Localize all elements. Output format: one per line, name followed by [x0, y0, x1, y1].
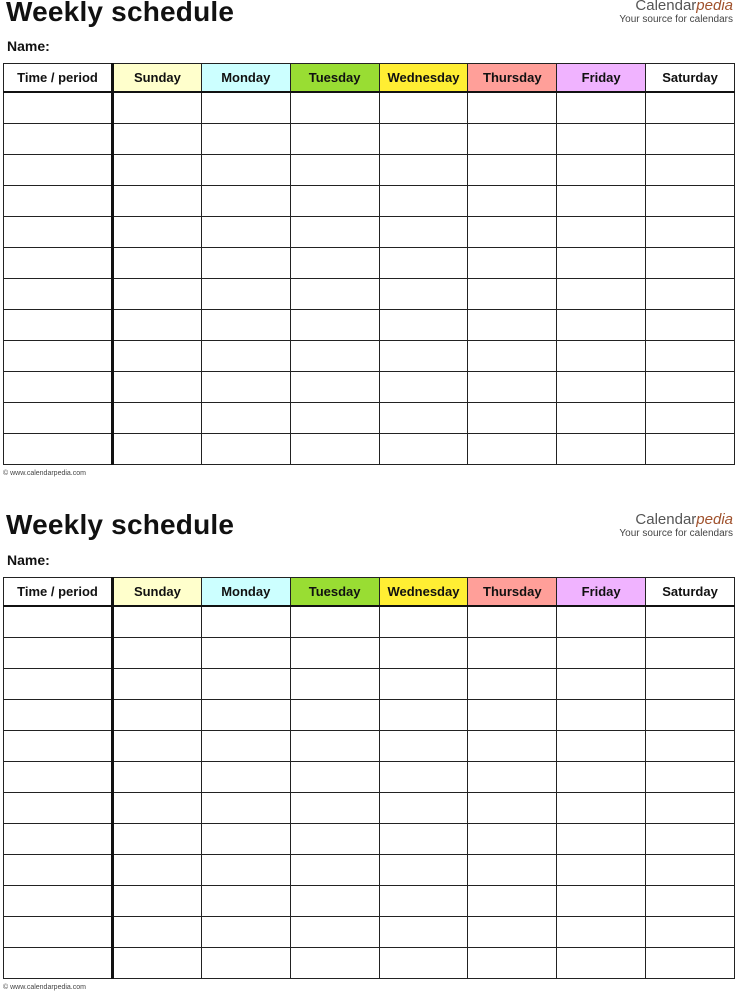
table-row [4, 217, 735, 248]
schedule-cell[interactable] [201, 310, 290, 341]
schedule-cell[interactable] [113, 186, 202, 217]
schedule-cell[interactable] [646, 824, 735, 855]
schedule-cell[interactable] [201, 762, 290, 793]
schedule-cell[interactable] [379, 341, 468, 372]
table-row [4, 731, 735, 762]
schedule-cell[interactable] [290, 762, 379, 793]
schedule-cell[interactable] [379, 155, 468, 186]
time-cell[interactable] [4, 948, 113, 979]
schedule-cell[interactable] [557, 279, 646, 310]
schedule-cell[interactable] [646, 279, 735, 310]
schedule-cell[interactable] [113, 700, 202, 731]
schedule-cell[interactable] [557, 917, 646, 948]
sheet-title: Weekly schedule [6, 0, 235, 27]
schedule-cell[interactable] [646, 886, 735, 917]
brand-name-main: Calendar [635, 0, 697, 14]
schedule-cell[interactable] [646, 793, 735, 824]
schedule-cell[interactable] [468, 403, 557, 434]
schedule-cell[interactable] [557, 372, 646, 403]
time-cell[interactable] [4, 917, 113, 948]
time-cell[interactable] [4, 124, 113, 155]
schedule-cell[interactable] [113, 886, 202, 917]
table-row [4, 855, 735, 886]
schedule-cell[interactable] [290, 372, 379, 403]
schedule-cell[interactable] [379, 372, 468, 403]
schedule-cell[interactable] [646, 855, 735, 886]
table-row [4, 248, 735, 279]
table-row [4, 824, 735, 855]
column-header-wednesday: Wednesday [379, 578, 468, 607]
table-row [4, 700, 735, 731]
schedule-cell[interactable] [113, 948, 202, 979]
time-cell[interactable] [4, 434, 113, 465]
table-row [4, 92, 735, 124]
schedule-cell[interactable] [379, 669, 468, 700]
schedule-cell[interactable] [468, 434, 557, 465]
schedule-cell[interactable] [468, 762, 557, 793]
table-row [4, 403, 735, 434]
schedule-cell[interactable] [468, 948, 557, 979]
schedule-cell[interactable] [379, 310, 468, 341]
schedule-cell[interactable] [557, 155, 646, 186]
schedule-cell[interactable] [557, 855, 646, 886]
schedule-cell[interactable] [290, 886, 379, 917]
schedule-table [3, 63, 735, 465]
schedule-cell[interactable] [646, 700, 735, 731]
schedule-cell[interactable] [290, 217, 379, 248]
schedule-cell[interactable] [113, 92, 202, 124]
schedule-cell[interactable] [201, 886, 290, 917]
schedule-cell[interactable] [646, 669, 735, 700]
schedule-cell[interactable] [201, 124, 290, 155]
schedule-cell[interactable] [379, 92, 468, 124]
schedule-cell[interactable] [468, 279, 557, 310]
schedule-cell[interactable] [201, 341, 290, 372]
schedule-cell[interactable] [201, 669, 290, 700]
schedule-cell[interactable] [646, 762, 735, 793]
schedule-cell[interactable] [557, 948, 646, 979]
schedule-cell[interactable] [646, 731, 735, 762]
table-row [4, 372, 735, 403]
table-row [4, 638, 735, 669]
schedule-cell[interactable] [557, 731, 646, 762]
table-row [4, 186, 735, 217]
time-cell[interactable] [4, 217, 113, 248]
schedule-cell[interactable] [379, 248, 468, 279]
time-cell[interactable] [4, 793, 113, 824]
schedule-cell[interactable] [290, 186, 379, 217]
header-row [4, 64, 735, 93]
table-row [4, 606, 735, 638]
schedule-cell[interactable] [557, 762, 646, 793]
time-cell[interactable] [4, 341, 113, 372]
schedule-cell[interactable] [379, 403, 468, 434]
schedule-cell[interactable] [646, 948, 735, 979]
name-label: Name: [7, 38, 50, 54]
schedule-cell[interactable] [557, 638, 646, 669]
schedule-cell[interactable] [113, 793, 202, 824]
time-cell[interactable] [4, 762, 113, 793]
schedule-cell[interactable] [113, 824, 202, 855]
schedule-cell[interactable] [557, 403, 646, 434]
schedule-cell[interactable] [468, 886, 557, 917]
schedule-cell[interactable] [646, 155, 735, 186]
time-cell[interactable] [4, 248, 113, 279]
brand-name-main: Calendar [635, 511, 697, 528]
schedule-cell[interactable] [379, 217, 468, 248]
table-row [4, 310, 735, 341]
schedule-cell[interactable] [468, 92, 557, 124]
schedule-cell[interactable] [557, 186, 646, 217]
schedule-cell[interactable] [113, 669, 202, 700]
time-cell[interactable] [4, 606, 113, 638]
column-header-monday: Monday [201, 64, 290, 93]
schedule-cell[interactable] [379, 917, 468, 948]
schedule-cell[interactable] [201, 824, 290, 855]
schedule-cell[interactable] [468, 917, 557, 948]
schedule-cell[interactable] [379, 948, 468, 979]
schedule-cell[interactable] [201, 217, 290, 248]
schedule-cell[interactable] [201, 248, 290, 279]
column-header-friday: Friday [557, 64, 646, 93]
schedule-cell[interactable] [290, 638, 379, 669]
column-header-friday: Friday [557, 578, 646, 607]
copyright-note: © www.calendarpedia.com [3, 984, 86, 991]
schedule-cell[interactable] [290, 155, 379, 186]
table-row [4, 341, 735, 372]
schedule-cell[interactable] [290, 731, 379, 762]
schedule-cell[interactable] [113, 917, 202, 948]
table-row [4, 124, 735, 155]
time-cell[interactable] [4, 886, 113, 917]
schedule-cell[interactable] [379, 855, 468, 886]
time-cell[interactable] [4, 310, 113, 341]
schedule-cell[interactable] [468, 310, 557, 341]
schedule-cell[interactable] [113, 124, 202, 155]
schedule-cell[interactable] [113, 279, 202, 310]
brand-name-accent: pedia [696, 0, 733, 14]
schedule-cell[interactable] [290, 917, 379, 948]
schedule-cell[interactable] [113, 434, 202, 465]
table-row [4, 917, 735, 948]
schedule-cell[interactable] [201, 731, 290, 762]
schedule-cell[interactable] [290, 310, 379, 341]
schedule-cell[interactable] [468, 606, 557, 638]
schedule-cell[interactable] [379, 434, 468, 465]
brand-tagline: Your source for calendars [619, 14, 733, 25]
schedule-body [4, 606, 735, 979]
column-header-saturday: Saturday [646, 578, 735, 607]
schedule-cell[interactable] [557, 92, 646, 124]
schedule-cell[interactable] [557, 248, 646, 279]
column-header-wednesday: Wednesday [379, 64, 468, 93]
header-row [4, 578, 735, 607]
schedule-cell[interactable] [646, 917, 735, 948]
column-header-time: Time / period [4, 64, 113, 93]
schedule-cell[interactable] [557, 434, 646, 465]
schedule-cell[interactable] [468, 186, 557, 217]
schedule-cell[interactable] [113, 217, 202, 248]
schedule-cell[interactable] [379, 731, 468, 762]
schedule-cell[interactable] [557, 669, 646, 700]
schedule-cell[interactable] [201, 948, 290, 979]
table-row [4, 793, 735, 824]
schedule-cell[interactable] [557, 886, 646, 917]
schedule-cell[interactable] [201, 186, 290, 217]
schedule-cell[interactable] [557, 793, 646, 824]
schedule-cell[interactable] [646, 403, 735, 434]
schedule-cell[interactable] [290, 669, 379, 700]
time-cell[interactable] [4, 638, 113, 669]
schedule-cell[interactable] [290, 403, 379, 434]
schedule-cell[interactable] [557, 341, 646, 372]
schedule-cell[interactable] [290, 124, 379, 155]
schedule-cell[interactable] [201, 403, 290, 434]
schedule-cell[interactable] [201, 700, 290, 731]
table-row [4, 886, 735, 917]
schedule-cell[interactable] [646, 638, 735, 669]
schedule-cell[interactable] [113, 606, 202, 638]
schedule-cell[interactable] [201, 606, 290, 638]
schedule-cell[interactable] [201, 92, 290, 124]
time-cell[interactable] [4, 372, 113, 403]
schedule-cell[interactable] [290, 793, 379, 824]
column-header-tuesday: Tuesday [290, 578, 379, 607]
schedule-cell[interactable] [646, 372, 735, 403]
schedule-cell[interactable] [468, 855, 557, 886]
schedule-cell[interactable] [379, 700, 468, 731]
schedule-cell[interactable] [290, 341, 379, 372]
schedule-cell[interactable] [468, 372, 557, 403]
schedule-cell[interactable] [379, 638, 468, 669]
schedule-cell[interactable] [557, 310, 646, 341]
schedule-cell[interactable] [646, 606, 735, 638]
schedule-cell[interactable] [646, 186, 735, 217]
column-header-monday: Monday [201, 578, 290, 607]
schedule-cell[interactable] [379, 124, 468, 155]
schedule-cell[interactable] [201, 372, 290, 403]
schedule-cell[interactable] [113, 638, 202, 669]
time-cell[interactable] [4, 855, 113, 886]
schedule-cell[interactable] [468, 793, 557, 824]
table-row [4, 434, 735, 465]
schedule-cell[interactable] [379, 886, 468, 917]
time-cell[interactable] [4, 403, 113, 434]
schedule-cell[interactable] [468, 124, 557, 155]
schedule-cell[interactable] [468, 638, 557, 669]
schedule-cell[interactable] [113, 403, 202, 434]
schedule-cell[interactable] [557, 606, 646, 638]
schedule-cell[interactable] [201, 155, 290, 186]
brand-name-accent: pedia [696, 511, 733, 528]
schedule-body [4, 92, 735, 465]
column-header-thursday: Thursday [468, 578, 557, 607]
schedule-cell[interactable] [201, 279, 290, 310]
schedule-cell[interactable] [379, 793, 468, 824]
column-header-tuesday: Tuesday [290, 64, 379, 93]
sheet-title: Weekly schedule [6, 509, 235, 540]
schedule-cell[interactable] [113, 731, 202, 762]
schedule-cell[interactable] [113, 155, 202, 186]
time-cell[interactable] [4, 824, 113, 855]
schedule-cell[interactable] [379, 824, 468, 855]
brand-tagline: Your source for calendars [619, 528, 733, 539]
schedule-cell[interactable] [646, 310, 735, 341]
schedule-cell[interactable] [113, 310, 202, 341]
schedule-cell[interactable] [557, 700, 646, 731]
schedule-cell[interactable] [557, 217, 646, 248]
schedule-cell[interactable] [290, 248, 379, 279]
schedule-cell[interactable] [201, 793, 290, 824]
schedule-cell[interactable] [201, 434, 290, 465]
table-row [4, 762, 735, 793]
time-cell[interactable] [4, 186, 113, 217]
schedule-cell[interactable] [468, 824, 557, 855]
schedule-cell[interactable] [557, 824, 646, 855]
time-cell[interactable] [4, 279, 113, 310]
table-row [4, 155, 735, 186]
time-cell[interactable] [4, 92, 113, 124]
schedule-cell[interactable] [468, 700, 557, 731]
name-label: Name: [7, 552, 50, 568]
schedule-cell[interactable] [290, 606, 379, 638]
schedule-cell[interactable] [646, 124, 735, 155]
column-header-thursday: Thursday [468, 64, 557, 93]
schedule-cell[interactable] [113, 372, 202, 403]
schedule-cell[interactable] [379, 186, 468, 217]
schedule-cell[interactable] [468, 669, 557, 700]
schedule-cell[interactable] [646, 92, 735, 124]
schedule-cell[interactable] [290, 434, 379, 465]
schedule-cell[interactable] [113, 248, 202, 279]
schedule-cell[interactable] [201, 638, 290, 669]
schedule-cell[interactable] [290, 948, 379, 979]
schedule-cell[interactable] [113, 762, 202, 793]
time-cell[interactable] [4, 669, 113, 700]
schedule-cell[interactable] [557, 124, 646, 155]
time-cell[interactable] [4, 155, 113, 186]
time-cell[interactable] [4, 731, 113, 762]
schedule-cell[interactable] [468, 341, 557, 372]
schedule-cell[interactable] [468, 731, 557, 762]
schedule-cell[interactable] [201, 917, 290, 948]
schedule-cell[interactable] [379, 762, 468, 793]
schedule-cell[interactable] [113, 341, 202, 372]
schedule-cell[interactable] [646, 217, 735, 248]
brand-logo [619, 0, 733, 25]
schedule-cell[interactable] [646, 434, 735, 465]
column-header-saturday: Saturday [646, 64, 735, 93]
column-header-sunday: Sunday [113, 578, 202, 607]
schedule-cell[interactable] [113, 855, 202, 886]
schedule-cell[interactable] [379, 606, 468, 638]
schedule-cell[interactable] [379, 279, 468, 310]
column-header-sunday: Sunday [113, 64, 202, 93]
table-row [4, 279, 735, 310]
schedule-cell[interactable] [646, 248, 735, 279]
table-row [4, 948, 735, 979]
schedule-cell[interactable] [290, 700, 379, 731]
schedule-cell[interactable] [468, 155, 557, 186]
schedule-cell[interactable] [290, 855, 379, 886]
schedule-cell[interactable] [646, 341, 735, 372]
table-row [4, 669, 735, 700]
copyright-note: © www.calendarpedia.com [3, 470, 86, 477]
schedule-cell[interactable] [201, 855, 290, 886]
brand-logo [619, 512, 733, 539]
schedule-cell[interactable] [290, 92, 379, 124]
schedule-cell[interactable] [290, 279, 379, 310]
column-header-time: Time / period [4, 578, 113, 607]
schedule-table [3, 577, 735, 979]
schedule-cell[interactable] [468, 217, 557, 248]
schedule-cell[interactable] [290, 824, 379, 855]
time-cell[interactable] [4, 700, 113, 731]
schedule-cell[interactable] [468, 248, 557, 279]
